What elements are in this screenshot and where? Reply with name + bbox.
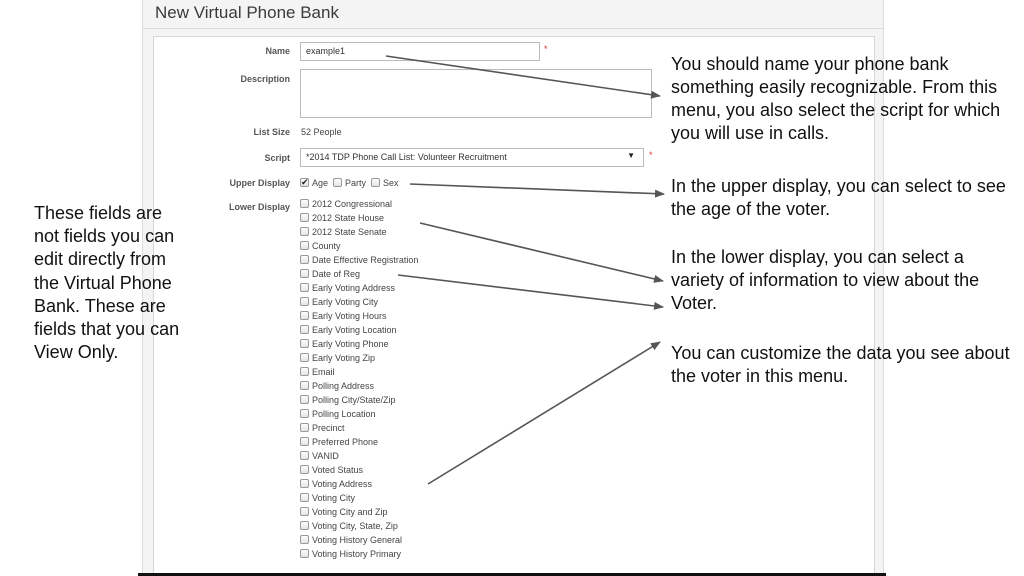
dropdown-arrow-icon: ▼ (627, 151, 635, 160)
lower-display-option[interactable] (300, 449, 339, 463)
lower-display-option[interactable] (300, 421, 345, 435)
script-select-value: *2014 TDP Phone Call List: Volunteer Recruitment (306, 152, 507, 162)
checkbox-label: Early Voting Zip (312, 353, 376, 363)
checkbox-label: Voting History General (312, 535, 403, 545)
checkbox-label: 2012 State Senate (312, 227, 387, 237)
upper-display-option[interactable] (300, 176, 328, 190)
lower-display-option[interactable] (300, 393, 396, 407)
lower-display-option[interactable] (300, 533, 402, 547)
lower-display-option[interactable] (300, 435, 378, 449)
lower-display-option[interactable] (300, 309, 387, 323)
checkbox[interactable] (300, 465, 309, 474)
checkbox[interactable] (300, 213, 309, 222)
name-required-mark: * (544, 44, 548, 54)
lower-display-option[interactable] (300, 337, 389, 351)
checkbox-label: VANID (312, 451, 339, 461)
checkbox-label: Polling Address (312, 381, 375, 391)
checkbox[interactable] (300, 199, 309, 208)
checkbox[interactable] (300, 269, 309, 278)
checkbox-label: Voting City, State, Zip (312, 521, 398, 531)
checkbox[interactable] (300, 339, 309, 348)
checkbox-label: Date Effective Registration (312, 255, 419, 265)
checkbox[interactable] (300, 353, 309, 362)
checkbox[interactable] (300, 255, 309, 264)
lower-display-option[interactable] (300, 253, 418, 267)
annotation-name: You should name your phone bank something easily recognizable. From this menu, you also select the script for which you will use in calls. (671, 54, 1001, 143)
lower-display-option[interactable] (300, 519, 398, 533)
checkbox-label: Date of Reg (312, 269, 361, 279)
lower-display-option[interactable] (300, 491, 355, 505)
checkbox[interactable] (300, 311, 309, 320)
checkbox[interactable] (333, 178, 342, 187)
lower-display-option[interactable] (300, 281, 395, 295)
checkbox-label: Preferred Phone (312, 437, 379, 447)
lower-display-option[interactable] (300, 547, 401, 561)
checkbox-label: Email (312, 367, 335, 377)
upper-display-options (300, 176, 404, 190)
checkbox[interactable] (300, 325, 309, 334)
lower-display-option[interactable] (300, 463, 363, 477)
checkbox[interactable] (300, 549, 309, 558)
checkbox[interactable] (300, 437, 309, 446)
checkbox[interactable] (300, 451, 309, 460)
upper-display-option[interactable] (371, 176, 399, 190)
lower-display-option[interactable] (300, 379, 374, 393)
lower-display-option[interactable] (300, 407, 376, 421)
checkbox-label: Polling Location (312, 409, 376, 419)
list-size-label: List Size (253, 127, 290, 137)
checkbox-label: Early Voting City (312, 297, 379, 307)
lower-display-option[interactable] (300, 267, 360, 281)
checkbox[interactable] (300, 521, 309, 530)
checkbox[interactable] (300, 227, 309, 236)
checkbox-label: County (312, 241, 341, 251)
upper-display-label: Upper Display (229, 178, 290, 188)
script-required-mark: * (649, 150, 653, 160)
checkbox[interactable] (300, 178, 309, 187)
lower-display-option[interactable] (300, 239, 341, 253)
lower-display-option[interactable] (300, 365, 335, 379)
checkbox-label: Voting Address (312, 479, 373, 489)
checkbox[interactable] (300, 241, 309, 250)
lower-display-option[interactable] (300, 477, 372, 491)
checkbox[interactable] (300, 381, 309, 390)
checkbox-label: Sex (383, 178, 399, 188)
checkbox-label: Voted Status (312, 465, 364, 475)
checkbox-label: 2012 State House (312, 213, 385, 223)
lower-display-option[interactable] (300, 351, 375, 365)
script-select[interactable] (300, 148, 644, 167)
checkbox-label: Early Voting Hours (312, 311, 387, 321)
lower-display-option[interactable] (300, 225, 387, 239)
annotation-lower-display: In the lower display, you can select a variety of information to view about the Voter. (671, 247, 980, 313)
checkbox-label: 2012 Congressional (312, 199, 393, 209)
checkbox-label: Voting City (312, 493, 356, 503)
checkbox[interactable] (300, 479, 309, 488)
checkbox[interactable] (300, 493, 309, 502)
name-label: Name (265, 46, 290, 56)
checkbox-label: Precinct (312, 423, 345, 433)
upper-display-option[interactable] (333, 176, 366, 190)
description-textarea[interactable] (300, 69, 652, 118)
checkbox[interactable] (300, 283, 309, 292)
title-divider (143, 28, 883, 29)
script-label: Script (264, 153, 290, 163)
lower-display-option[interactable] (300, 211, 384, 225)
page-title: New Virtual Phone Bank (155, 3, 339, 22)
checkbox[interactable] (300, 423, 309, 432)
description-label: Description (240, 74, 290, 84)
checkbox[interactable] (371, 178, 380, 187)
list-size-value: 52 People (301, 127, 342, 137)
annotation-view-only: These fields are not fields you can edit directly from the Virtual Phone Bank. These are fields that you can View Only. (34, 203, 180, 363)
checkbox-label: Voting City and Zip (312, 507, 388, 517)
annotation-customize: You can customize the data you see about the voter in this menu. (671, 343, 1010, 386)
checkbox-label: Early Voting Location (312, 325, 397, 335)
lower-display-option[interactable] (300, 323, 397, 337)
annotation-upper-display: In the upper display, you can select to see the age of the voter. (671, 176, 1006, 219)
checkbox-label: Party (345, 178, 367, 188)
checkbox-label: Voting History Primary (312, 549, 402, 559)
checkbox[interactable] (300, 535, 309, 544)
checkbox-label: Age (312, 178, 329, 188)
checkbox[interactable] (300, 297, 309, 306)
checkbox-label: Early Voting Phone (312, 339, 389, 349)
checkbox[interactable] (300, 507, 309, 516)
name-input[interactable]: example1 (300, 42, 540, 61)
checkbox-label: Early Voting Address (312, 283, 396, 293)
checkbox-label: Polling City/State/Zip (312, 395, 396, 405)
checkbox[interactable] (300, 367, 309, 376)
lower-display-option[interactable] (300, 197, 392, 211)
checkbox[interactable] (300, 409, 309, 418)
lower-display-option[interactable] (300, 295, 378, 309)
checkbox[interactable] (300, 395, 309, 404)
lower-display-option[interactable] (300, 505, 388, 519)
lower-display-label: Lower Display (228, 202, 290, 212)
